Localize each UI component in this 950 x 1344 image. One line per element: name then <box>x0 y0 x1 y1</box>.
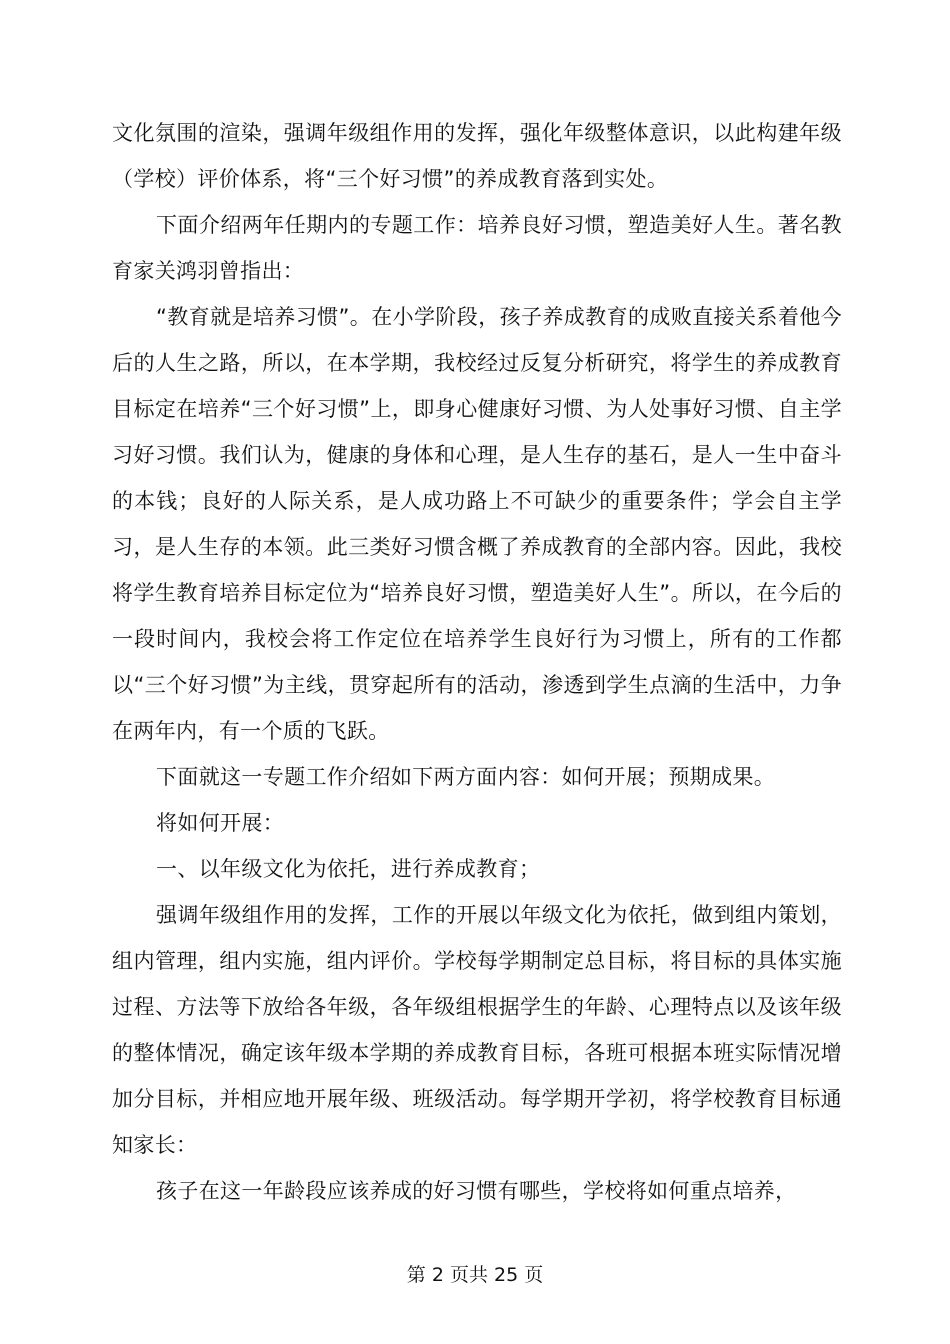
paragraph-continued: 文化氛围的渲染，强调年级组作用的发挥，强化年级整体意识，以此构建年级（学校）评价体系，将“三个好习惯”的养成教育落到实处。 <box>112 121 842 191</box>
section-heading-1: 一、以年级文化为依托，进行养成教育； <box>156 857 541 881</box>
paragraph-habit-quote: “教育就是培养习惯”。在小学阶段，孩子养成教育的成败直接关系着他今后的人生之路，所以，在本学期，我校经过反复分析研究，将学生的养成教育目标定在培养“三个好习惯”上，即身心健康好习惯、为人处事好习惯、自主学习好习惯。我们认为，健康的身体和心理，是人生存的基石，是人一生中奋斗的本钱；良好的人际关系，是人成功路上不可缺少的重要条件；学会自主学习，是人生存的本领。此三类好习惯含概了养成教育的全部内容。因此，我校将学生教育培养目标定位为“培养良好习惯，塑造美好人生”。所以，在今后的一段时间内，我校会将工作定位在培养学生良好行为习惯上，所有的工作都以“三个好习惯”为主线，贯穿起所有的活动，渗透到学生点滴的生活中，力争在两年内，有一个质的飞跃。 <box>112 305 842 743</box>
paragraph-two-aspects: 下面就这一专题工作介绍如下两方面内容：如何开展；预期成果。 <box>156 765 776 789</box>
paragraph-topic-intro: 下面介绍两年任期内的专题工作：培养良好习惯，塑造美好人生。著名教育家关鸿羽曾指出： <box>112 213 842 283</box>
paragraph-how-to-carry-out: 将如何开展： <box>156 811 285 835</box>
paragraph-grade-culture: 强调年级组作用的发挥，工作的开展以年级文化为依托，做到组内策划，组内管理，组内实施，组内评价。学校每学期制定总目标，将目标的具体实施过程、方法等下放给各年级，各年级组根据学生的年龄、心理特点以及该年级的整体情况，确定该年级本学期的养成教育目标，各班可根据本班实际情况增加分目标，并相应地开展年级、班级活动。每学期开学初，将学校教育目标通知家长： <box>112 903 842 1157</box>
paragraph-age-habits: 孩子在这一年龄段应该养成的好习惯有哪些，学校将如何重点培养， <box>156 1179 797 1203</box>
page-number-footer: 第 2 页共 25 页 <box>406 1264 544 1286</box>
document-body <box>112 110 842 1214</box>
